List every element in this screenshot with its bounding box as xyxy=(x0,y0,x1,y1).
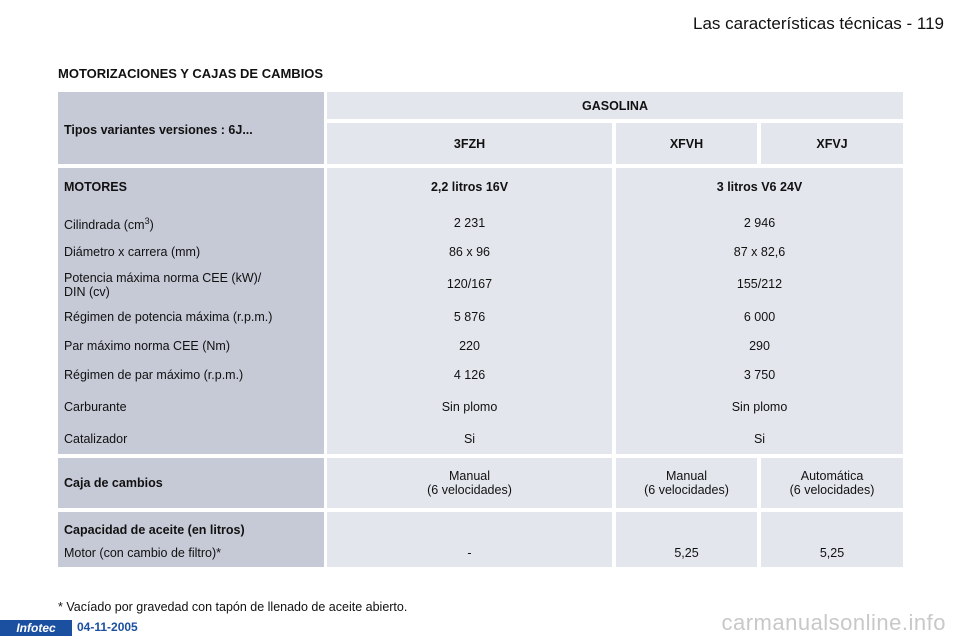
spec-value-cilindrada-2: 2 946 xyxy=(743,216,776,230)
variant-label: Tipos variantes versiones : 6J... xyxy=(64,123,253,137)
oil-capacity-label: Capacidad de aceite (en litros) xyxy=(64,523,245,537)
version-xfvh: XFVH xyxy=(616,123,757,164)
spec-value-par-maximo-1: 220 xyxy=(459,339,480,353)
spec-label-regimen-par: Régimen de par máximo (r.p.m.) xyxy=(64,368,244,382)
spec-value-carburante-1: Sin plomo xyxy=(441,400,498,414)
spec-label-potencia: Potencia máxima norma CEE (kW)/ DIN (cv) xyxy=(64,271,262,299)
spec-label-par-maximo: Par máximo norma CEE (Nm) xyxy=(64,339,230,353)
spec-label-carburante: Carburante xyxy=(64,400,127,414)
spec-value-diametro-2: 87 x 82,6 xyxy=(733,245,786,259)
oil-value-3: 5,25 xyxy=(819,546,845,560)
spec-value-regimen-par-1: 4 126 xyxy=(453,368,486,382)
version-xfvj: XFVJ xyxy=(761,123,903,164)
gearbox-cell-2: Manual (6 velocidades) xyxy=(616,458,757,508)
footer-date: 04-11-2005 xyxy=(77,620,138,634)
spec-value-par-maximo-2: 290 xyxy=(749,339,770,353)
engine-2-name: 3 litros V6 24V xyxy=(716,180,803,194)
spec-value-regimen-par-2: 3 750 xyxy=(743,368,776,382)
oil-value-1: - xyxy=(467,546,472,560)
gearbox-cell-3: Automática (6 velocidades) xyxy=(761,458,903,508)
watermark: carmanualsonline.info xyxy=(721,610,946,635)
spec-label-diametro: Diámetro x carrera (mm) xyxy=(64,245,201,259)
spec-value-regimen-potencia-1: 5 876 xyxy=(453,310,486,324)
fuel-header: GASOLINA xyxy=(327,92,903,119)
spec-label-catalizador: Catalizador xyxy=(64,432,128,446)
spec-value-carburante-2: Sin plomo xyxy=(731,400,788,414)
spec-label-cilindrada: Cilindrada $(cm^3)$ xyxy=(64,216,154,233)
page-header-title: Las características técnicas - 119 xyxy=(692,14,944,33)
motores-label: MOTORES xyxy=(64,180,127,194)
spec-value-catalizador-2: Si xyxy=(753,432,766,446)
oil-row-label: Motor (con cambio de filtro)* xyxy=(64,546,222,560)
spec-label-regimen-potencia: Régimen de potencia máxima (r.p.m.) xyxy=(64,310,273,324)
footnote: * Vacíado por gravedad con tapón de llenado de aceite abierto. xyxy=(58,600,408,614)
spec-value-potencia-2: 155/212 xyxy=(736,277,783,291)
engine-1-name: 2,2 litros 16V xyxy=(430,180,509,194)
spec-value-cilindrada-1: 2 231 xyxy=(453,216,486,230)
spec-value-regimen-potencia-2: 6 000 xyxy=(743,310,776,324)
version-3fzh: 3FZH xyxy=(327,123,612,164)
section-title: MOTORIZACIONES Y CAJAS DE CAMBIOS xyxy=(58,66,324,81)
oil-value-2: 5,25 xyxy=(674,546,699,560)
spec-value-catalizador-1: Si xyxy=(463,432,476,446)
gearbox-label: Caja de cambios xyxy=(64,476,163,490)
spec-value-diametro-1: 86 x 96 xyxy=(448,245,490,259)
spec-value-potencia-1: 120/167 xyxy=(446,277,493,291)
infotec-logo: Infotec xyxy=(0,620,72,636)
gearbox-cell-1: Manual (6 velocidades) xyxy=(327,458,612,508)
